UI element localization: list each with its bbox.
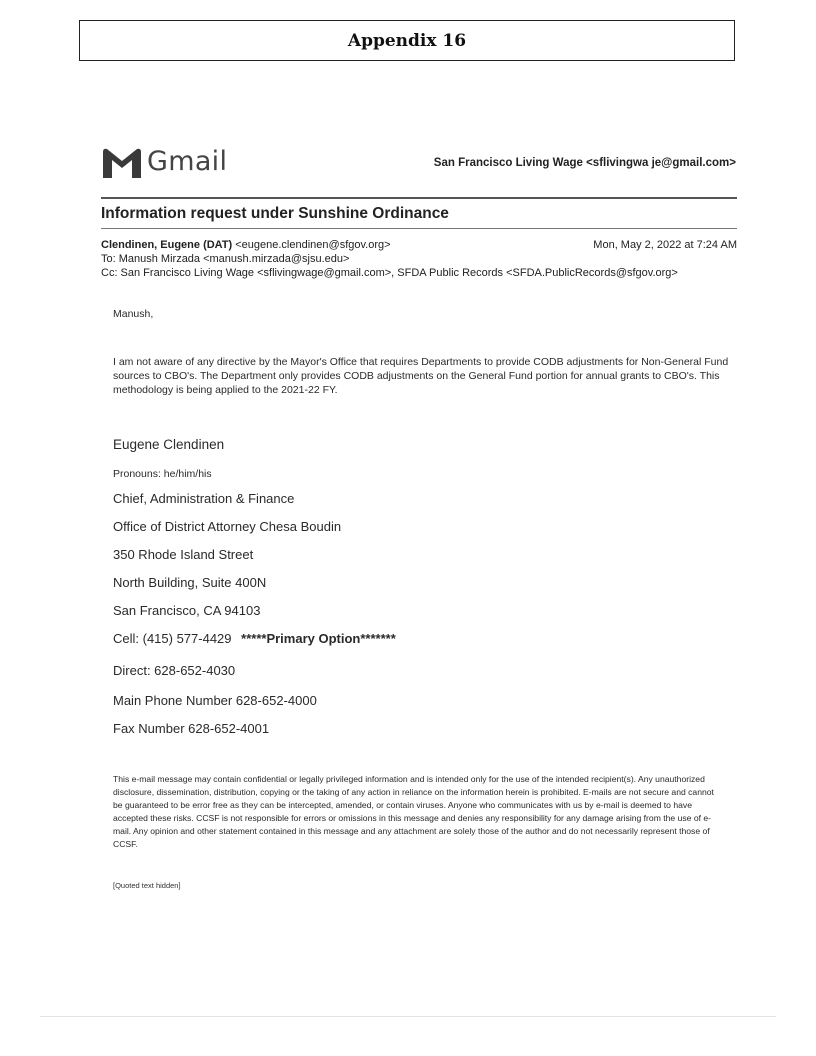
signature-cell-row bbox=[113, 631, 396, 646]
email-subject: Information request under Sunshine Ordinance bbox=[101, 205, 449, 222]
email-paragraph: I am not aware of any directive by the Mayor's Office that requires Departments to provide CODB adjustments for Non-General Fund sources to CBO's. The Department only provides CODB adjustments on the General Fund portion for annual grants to CBO's. This methodology is being applied to the 2021-22 FY. bbox=[113, 356, 729, 396]
signature-main-phone: Main Phone Number 628-652-4000 bbox=[113, 693, 317, 708]
from-name: Clendinen, Eugene (DAT) bbox=[101, 239, 233, 251]
signature-title: Chief, Administration & Finance bbox=[113, 491, 295, 506]
signature-cell-note: *****Primary Option******* bbox=[241, 631, 396, 646]
signature-fax: Fax Number 628-652-4001 bbox=[113, 721, 270, 736]
signature-name: Eugene Clendinen bbox=[113, 437, 225, 452]
signature-direct: Direct: 628-652-4030 bbox=[113, 663, 236, 678]
signature-office: Office of District Attorney Chesa Boudin bbox=[113, 519, 342, 534]
gmail-wordmark: Gmail bbox=[147, 146, 228, 177]
email-from bbox=[101, 238, 391, 252]
account-sender: San Francisco Living Wage <sflivingwa je@gmail.com> bbox=[433, 157, 736, 169]
email-cc: Cc: San Francisco Living Wage <sflivingwage@gmail.com>, SFDA Public Records <SFDA.PublicRecords@sfgov.org> bbox=[101, 267, 678, 279]
email-greeting: Manush, bbox=[113, 308, 154, 320]
appendix-header bbox=[79, 20, 735, 61]
page-bottom-edge bbox=[40, 1016, 776, 1017]
header-divider bbox=[101, 197, 737, 199]
subject-divider bbox=[101, 228, 737, 229]
signature-pronouns: Pronouns: he/him/his bbox=[113, 468, 212, 480]
email-date: Mon, May 2, 2022 at 7:24 AM bbox=[593, 239, 737, 251]
signature-cell: Cell: (415) 577-4429 bbox=[113, 631, 232, 646]
from-email: <eugene.clendinen@sfgov.org> bbox=[235, 239, 391, 251]
gmail-logo bbox=[101, 136, 227, 178]
email-from-row bbox=[101, 238, 737, 252]
signature-suite: North Building, Suite 400N bbox=[113, 575, 267, 590]
signature-street: 350 Rhode Island Street bbox=[113, 547, 254, 562]
email-to: To: Manush Mirzada <manush.mirzada@sjsu.edu> bbox=[101, 253, 350, 265]
signature-city: San Francisco, CA 94103 bbox=[113, 603, 261, 618]
gmail-m-icon bbox=[101, 146, 143, 178]
quoted-text-toggle[interactable]: [Quoted text hidden] bbox=[113, 881, 181, 890]
appendix-title: Appendix 16 bbox=[347, 30, 467, 51]
email-disclaimer: This e-mail message may contain confidential or legally privileged information and is intended only for the use of the intended recipient(s). Any unauthorized disclosure, dissemination, distribution, copying or the taking of any action in reliance on the information herein is prohibited. E-mails are not secure and cannot be guaranteed to be error free as they can be intercepted, amended, or contain viruses. Anyone who communicates with us by e-mail is deemed to have accepted these risks. CCSF is not responsible for errors or omissions in this message and denies any responsibility for any damage arising from the use of e-mail. Any opinion and other statement contained in this message and any attachment are solely those of the author and do not necessarily represent those of CCSF. bbox=[113, 774, 714, 849]
